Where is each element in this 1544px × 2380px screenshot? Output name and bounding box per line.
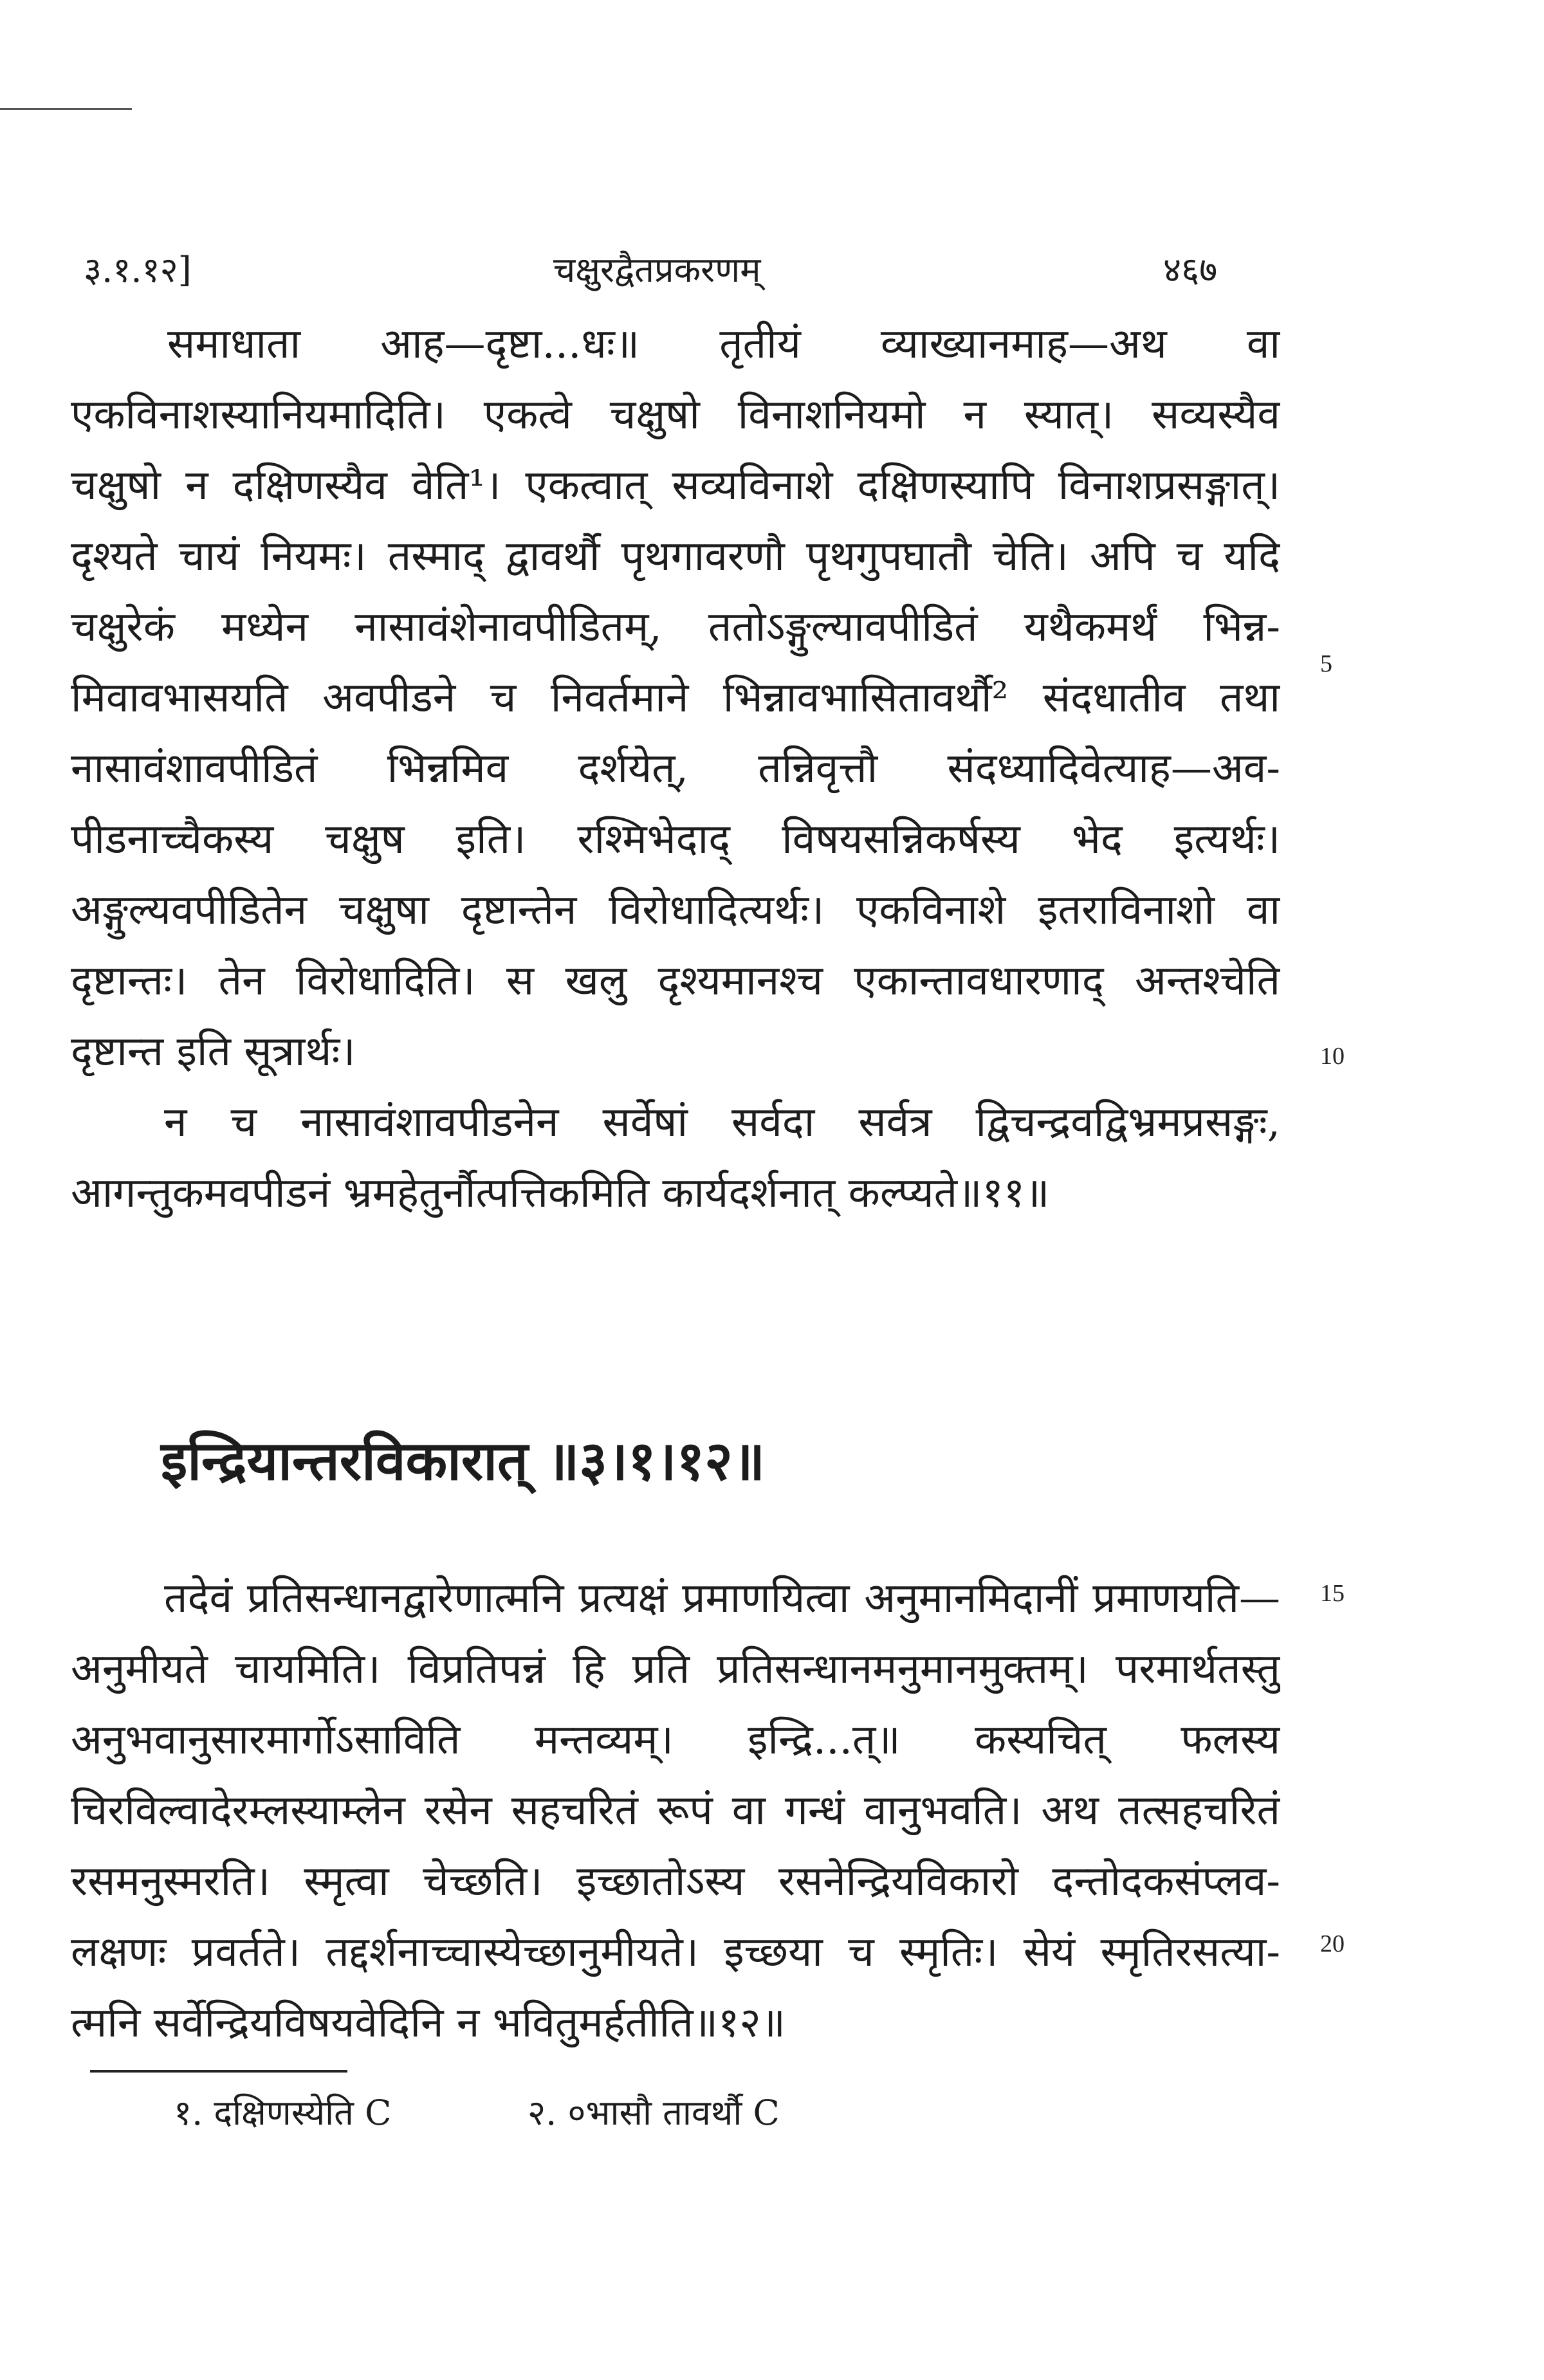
text-line: लक्षणः प्रवर्तते। तद्दर्शनाच्चास्येच्छानुमीयते। इच्छया च स्मृतिः। सेयं स्मृतिरसत्या-: [71, 1928, 1280, 1976]
text-line: दृष्टान्तः। तेन विरोधादिति। स खलु दृश्यमानश्च एकान्तावधारणाद् अन्तश्चेति: [71, 957, 1280, 1005]
text-line: एकविनाशस्यानियमादिति। एकत्वे चक्षुषो विनाशनियमो न स्यात्। सव्यस्यैव: [71, 391, 1280, 439]
text-line: समाधाता आह—दृष्टा...धः॥ तृतीयं व्याख्यानमाह—अथ वा: [167, 320, 1280, 368]
text-line: रसमनुस्मरति। स्मृत्वा चेच्छति। इच्छातोऽस्य रसनेन्द्रियविकारो दन्तोदकसंप्लव-: [71, 1858, 1280, 1905]
margin-line-number: 15: [1320, 1580, 1345, 1607]
section-reference: ३.१.१२]: [84, 250, 192, 290]
text-line: अनुमीयते चायमिति। विप्रतिपन्नं हि प्रति प्रतिसन्धानमनुमानमुक्तम्। परमार्थतस्तु: [71, 1645, 1280, 1693]
footnote-2: २. ०भासौ तावर्थौ C: [528, 2092, 780, 2133]
text-line: चिरविल्वादेरम्लस्याम्लेन रसेन सहचरितं रूपं वा गन्धं वानुभवति। अथ तत्सहचरितं: [71, 1787, 1280, 1835]
page-header: [0, 244, 1544, 296]
margin-line-number: 10: [1320, 1043, 1345, 1070]
text-line: पीडनाच्चैकस्य चक्षुष इति। रश्मिभेदाद् विषयसन्निकर्षस्य भेद इत्यर्थः।: [71, 816, 1280, 863]
text-line: चक्षुषो न दक्षिणस्यैव वेति¹। एकत्वात् सव्यविनाशे दक्षिणस्यापि विनाशप्रसङ्गात्।: [71, 462, 1280, 509]
text-line: तदेवं प्रतिसन्धानद्वारेणात्मनि प्रत्यक्षं प्रमाणयित्वा अनुमानमिदानीं प्रमाणयति—: [164, 1575, 1280, 1622]
text-line: दृश्यते चायं नियमः। तस्माद् द्वावर्थौ पृथगावरणौ पृथगुपघातौ चेति। अपि च यदि: [71, 533, 1280, 580]
sutra-heading: इन्द्रियान्तरविकारात् ॥३।१।१२॥: [161, 1429, 766, 1492]
text-line: न च नासावंशावपीडनेन सर्वेषां सर्वदा सर्वत्र द्विचन्द्रवद्विभ्रमप्रसङ्गः,: [164, 1099, 1280, 1146]
text-line: अनुभवानुसारमार्गोऽसाविति मन्तव्यम्। इन्द्रि...त्॥ कस्यचित् फलस्य: [71, 1716, 1280, 1764]
text-line: आगन्तुकमवपीडनं भ्रमहेतुर्नौत्पत्तिकमिति कार्यदर्शनात् कल्प्यते॥११॥: [71, 1169, 1050, 1217]
margin-line-number: 20: [1320, 1930, 1345, 1957]
text-line: नासावंशावपीडितं भिन्नमिव दर्शयेत्, तन्निवृत्तौ संदध्यादिवेत्याह—अव-: [71, 745, 1280, 792]
page-number: ४६७: [1163, 250, 1218, 290]
text-line: मिवावभासयति अवपीडने च निवर्तमाने भिन्नावभासितावर्थौ² संदधातीव तथा: [71, 674, 1280, 722]
text-line: अङ्गुल्यवपीडितेन चक्षुषा दृष्टान्तेन विरोधादित्यर्थः। एकविनाशे इतराविनाशो वा: [71, 886, 1280, 934]
footnote-rule: [90, 2070, 347, 2073]
top-edge-rule: [0, 108, 132, 110]
margin-line-number: 5: [1320, 650, 1332, 677]
text-line: दृष्टान्त इति सूत्रार्थः।: [71, 1028, 356, 1076]
text-line: त्मनि सर्वेन्द्रियविषयवेदिनि न भवितुमर्हतीति॥१२॥: [71, 1999, 786, 2047]
running-title: चक्षुरद्वैतप्रकरणम्: [553, 250, 761, 290]
text-line: चक्षुरेकं मध्येन नासावंशेनावपीडितम्, ततोऽङ्गुल्यावपीडितं यथैकमर्थं भिन्न-: [71, 603, 1280, 651]
footnote-1: १. दक्षिणस्येति C: [174, 2092, 392, 2133]
